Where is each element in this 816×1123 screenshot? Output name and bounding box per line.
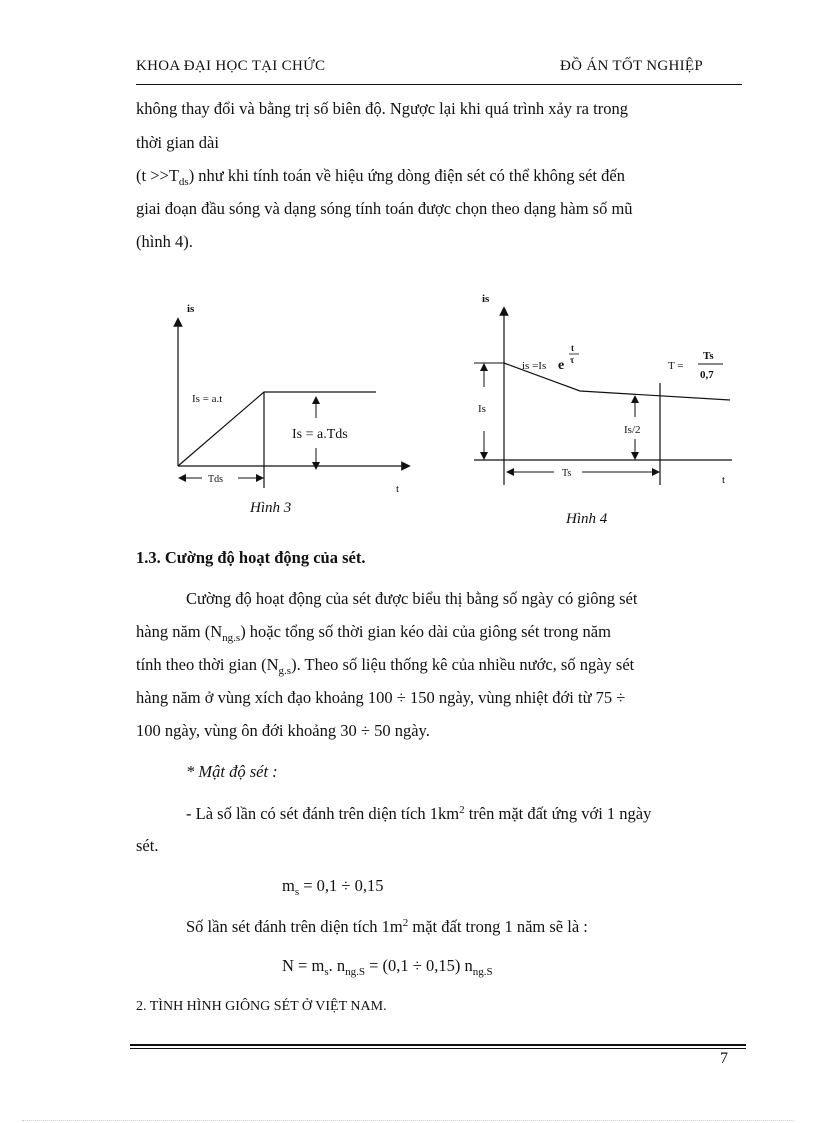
s13-line-2: hàng năm $(N_{ng.s})$ hoặc tổng số thời gian kéo dài của giông sét trong năm [136, 622, 611, 644]
s13-line-1: Cường độ hoạt động của sét được biểu thị bằng số ngày có giông sét [186, 589, 638, 608]
fig4-tau-num: Ts [703, 350, 714, 362]
intro-line-5: (hình 4). [136, 232, 193, 251]
fig4-eq-exp-den: τ [570, 355, 575, 365]
figure-4-diagram [470, 285, 740, 500]
density-line-2: sét. [136, 836, 159, 855]
section-2-heading: 2. TÌNH HÌNH GIÔNG SÉT Ở VIỆT NAM. [136, 999, 387, 1014]
fig4-x-label: t [722, 474, 726, 486]
fig4-y-label: is [482, 293, 490, 305]
page-bottom-dotted-edge [22, 1120, 794, 1121]
fig4-eq-main: is =Is [522, 360, 547, 372]
fig4-amp-label: Is [478, 403, 486, 415]
density-line-1: - Là số lần có sét đánh trên diện tích $1km^2$ trên mặt đất ứng với 1 ngày [186, 804, 652, 823]
fig4-tau-pre: T = [668, 360, 684, 372]
section-1-3-heading: 1.3. Cường độ hoạt động của sét. [136, 548, 366, 567]
figure-4-caption: Hình 4 [566, 511, 608, 527]
fig4-ts-label: Ts [562, 468, 572, 479]
intro-line-2: thời gian dài [136, 133, 219, 152]
intro-line-1: không thay đổi và bằng trị số biên độ. Ngược lại khi quá trình xảy ra trong [136, 99, 628, 118]
page-number: 7 [720, 1050, 728, 1067]
strike-count-line: Số lần sét đánh trên diện tích $1m^2$ mặt đất trong 1 năm sẽ là : [186, 917, 588, 936]
footer-rule-thin [130, 1048, 746, 1049]
n-formula: $N = m_s$. $n_{ng.S} = (0,1 \div 0,15)$ $n_{ng.S}$ [282, 956, 493, 978]
footer-rule-thick [130, 1044, 746, 1046]
fig4-eq-exp-num: t [571, 343, 574, 353]
fig4-half-label: Is/2 [624, 424, 641, 436]
figure-3-diagram [160, 290, 420, 500]
fig3-x-label: t [396, 483, 400, 495]
density-title: * Mật độ sét : [186, 762, 278, 781]
s13-line-4: hàng năm ở vùng xích đạo khoảng 100 ÷ 150 ngày, vùng nhiệt đới từ 75 ÷ [136, 688, 626, 707]
intro-line-4: giai đoạn đầu sóng và dạng sóng tính toán được chọn theo dạng hàm số mũ [136, 199, 633, 218]
intro-line-3: $(t >>T_{ds})$ như khi tính toán về hiệu ứng dòng điện sét có thể không sét đến [136, 166, 625, 188]
fig3-peak-eq: Is = a.Tds [292, 427, 348, 442]
header-rule [136, 84, 742, 85]
fig4-tau-den: 0,7 [700, 369, 714, 381]
fig3-tds-label: Tds [208, 474, 223, 485]
figure-3-caption: Hình 3 [250, 500, 292, 516]
s13-line-5: 100 ngày, vùng ôn đới khoảng 30 ÷ 50 ngày. [136, 721, 430, 740]
ms-formula: $m_s = 0,1 \div 0,15$ [282, 876, 384, 898]
fig4-eq-exp-base: e [558, 358, 565, 373]
fig3-ramp-eq: Is = a.t [192, 393, 223, 405]
header-left-title: KHOA ĐẠI HỌC TẠI CHỨC [136, 58, 326, 74]
s13-line-3: tính theo thời gian $(N_{g.s})$. Theo số liệu thống kê của nhiều nước, số ngày sét [136, 655, 635, 677]
header-right-title: ĐỒ ÁN TỐT NGHIỆP [560, 58, 703, 74]
fig3-y-label: is [187, 303, 195, 315]
